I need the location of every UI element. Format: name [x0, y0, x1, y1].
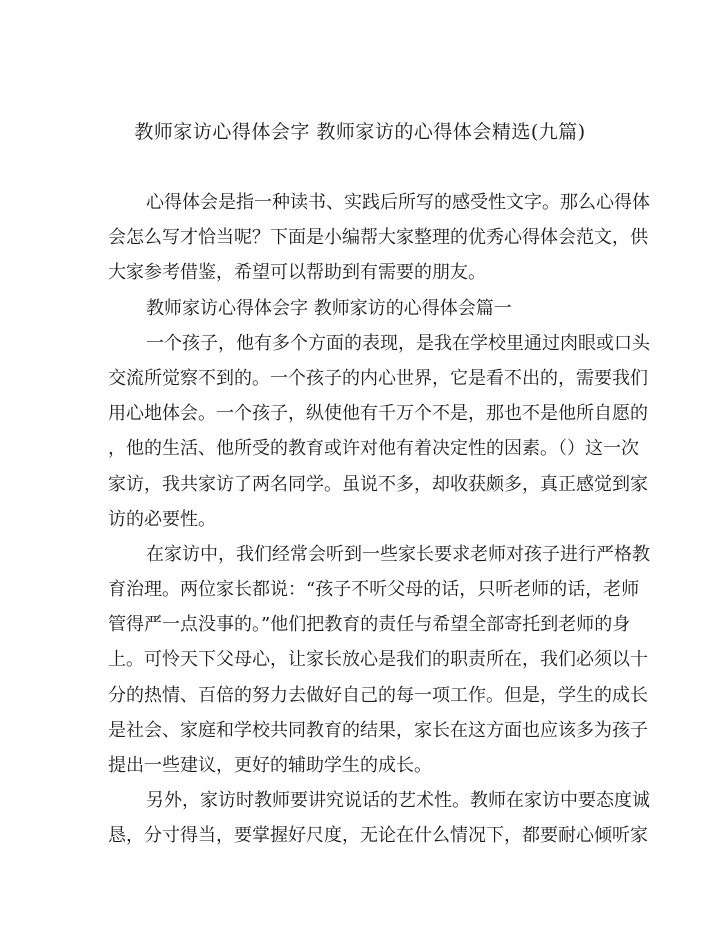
text-line: 在家访中，我们经常会听到一些家长要求老师对孩子进行严格教: [146, 543, 650, 565]
text-line: 大家参考借鉴，希望可以帮助到有需要的朋友。: [108, 262, 486, 284]
text-line: 提出一些建议，更好的辅助学生的成长。: [108, 755, 432, 776]
text-line: 家访，我共家访了两名同学。虽说不多，却收获颇多，真正感觉到家: [108, 473, 648, 495]
text-line: ，他的生活、他所受的教育或许对他有着决定性的因素。（）这一次: [108, 438, 639, 460]
text-line: 会怎么写才恰当呢？下面是小编帮大家整理的优秀心得体会范文，供: [108, 227, 648, 249]
text-line: 心得体会是指一种读书、实践后所写的感受性文字。那么心得体: [146, 192, 650, 213]
document-body: [108, 185, 650, 854]
text-line: 一个孩子，他有多个方面的表现，是我在学校里通过肉眼或口头: [146, 332, 650, 354]
text-line: 交流所觉察不到的。一个孩子的内心世界，它是看不出的，需要我们: [108, 367, 648, 389]
text-line: 教师家访心得体会字 教师家访的心得体会篇一: [146, 297, 512, 319]
text-line: 恳，分寸得当，要掌握好尺度，无论在什么情况下，都要耐心倾听家: [108, 825, 648, 847]
text-line: 管得严一点没事的。”他们把教育的责任与希望全部寄托到老师的身: [108, 614, 631, 636]
text-line: 另外，家访时教师要讲究说话的艺术性。教师在家访中要态度诚: [146, 790, 650, 812]
text-line: 育治理。两位家长都说：“孩子不听父母的话，只听老师的话，老师: [108, 579, 640, 601]
text-line: 访的必要性。: [108, 508, 216, 530]
document-title: 教师家访心得体会字 教师家访的心得体会精选(九篇): [134, 121, 586, 143]
text-line: 用心地体会。一个孩子，纵使他有千万个不是，那也不是他所自愿的: [108, 403, 648, 425]
text-line: 分的热情、百倍的努力去做好自己的每一项工作。但是，学生的成长: [108, 684, 648, 706]
text-line: 上。可怜天下父母心，让家长放心是我们的职责所在，我们必须以十: [108, 649, 648, 671]
text-line: 是社会、家庭和学校共同教育的结果，家长在这方面也应该多为孩子: [108, 719, 648, 741]
